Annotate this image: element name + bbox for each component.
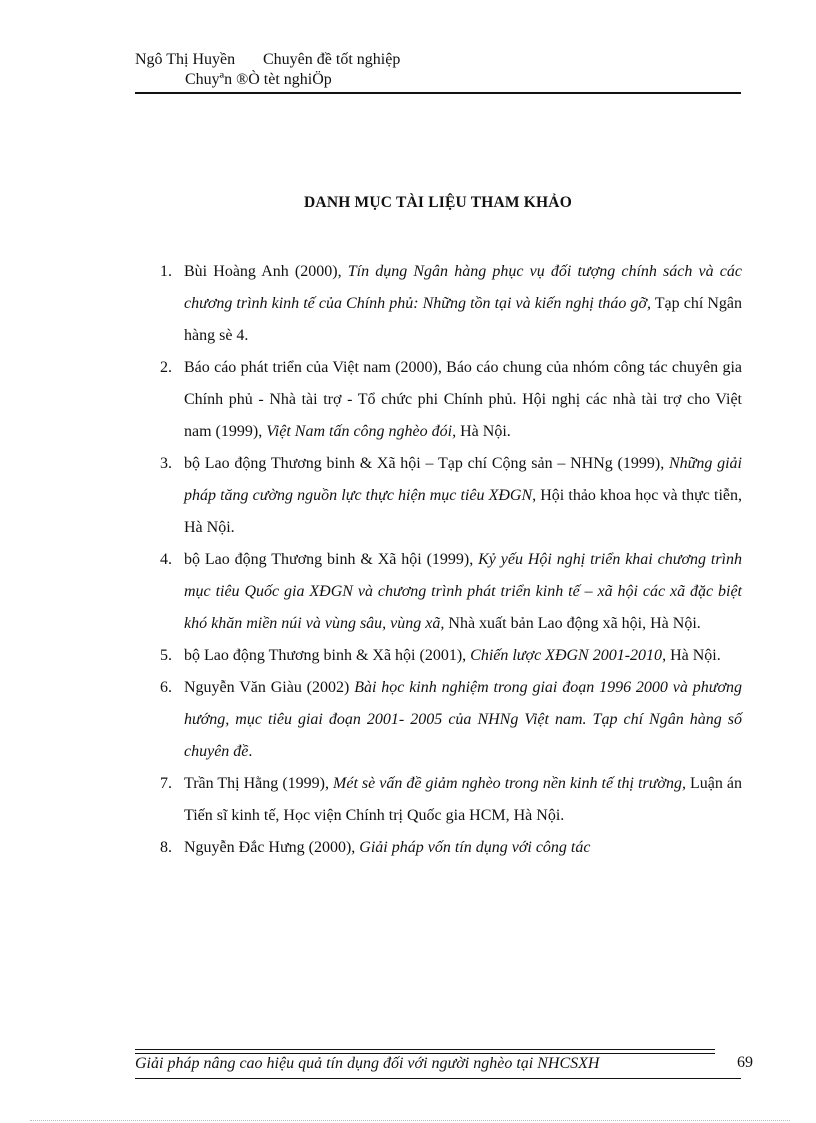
reference-text: , Hà Nội.: [662, 647, 721, 664]
reference-item: [160, 832, 742, 864]
reference-number: 6.: [160, 679, 172, 696]
footer-rule: [135, 1078, 741, 1079]
reference-number: 4.: [160, 551, 172, 568]
reference-text: Trần Thị Hằng (1999),: [184, 775, 334, 792]
reference-italic: Tín dụng Ngân hàng phục vụ đối tượng chính sách và các chương trình kinh tế của Chính phủ: Những tồn tại và kiến nghị tháo gỡ,: [184, 263, 742, 312]
page-header: [135, 50, 741, 90]
reference-number: 2.: [160, 359, 172, 376]
reference-italic: Bài học kinh nghiệm trong giai đoạn 1996 2000 và phương hướng, mục tiêu giai đoạn 2001- 2005 của NHNg Việt nam. Tạp chí Ngân hàng số chuyên đề: [184, 679, 742, 760]
reference-italic: Chiến lược XĐGN 2001-2010: [470, 647, 663, 664]
reference-text: Hà Nội.: [456, 423, 511, 440]
reference-italic: Giải pháp vốn tín dụng với công tác: [359, 839, 591, 856]
reference-number: 3.: [160, 455, 172, 472]
page-edge-dotted-line: [30, 1120, 790, 1121]
reference-text: Luận án Tiến sĩ kinh tế, Học viện Chính trị Quốc gia HCM, Hà Nội.: [184, 775, 743, 824]
reference-text: Nguyễn Văn Giàu (2002): [184, 679, 355, 696]
header-author: Ngô Thị Huyền: [135, 51, 236, 68]
reference-item: [160, 352, 742, 448]
reference-text: .: [248, 743, 253, 760]
page-number: 69: [737, 1054, 753, 1071]
reference-number: 5.: [160, 647, 172, 664]
reference-italic: Những giải pháp tăng cường nguồn lực thực hiện mục tiêu XĐGN: [184, 455, 742, 504]
reference-text: bộ Lao động Thương binh & Xã hội – Tạp chí Cộng sản – NHNg (1999),: [184, 455, 669, 472]
footer-rule: [135, 1053, 715, 1054]
reference-number: 7.: [160, 775, 172, 792]
reference-item: [160, 256, 742, 352]
reference-italic: Kỷ yếu Hội nghị triển khai chương trình mục tiêu Quốc gia XĐGN và chương trình phát triển kinh tế – xã hội các xã đặc biệt khó khăn miền núi và vùng sâu, vùng xã,: [184, 551, 743, 632]
reference-item: [160, 768, 742, 832]
reference-text: Tạp chí Ngân hàng sè 4.: [184, 295, 742, 344]
reference-text: bộ Lao động Thương binh & Xã hội (2001),: [184, 647, 471, 664]
reference-text: Nguyễn Đắc Hưng (2000),: [184, 839, 360, 856]
reference-item: [160, 448, 742, 544]
header-row: [135, 50, 741, 70]
reference-text: , Hội thảo khoa học và thực tiễn, Hà Nội.: [184, 487, 743, 536]
reference-item: [160, 544, 742, 640]
reference-text: Báo cáo phát triển của Việt nam (2000), Báo cáo chung của nhóm công tác chuyên gia Chính phủ - Nhà tài trợ - Tổ chức phi Chính phủ. Hội nghị các nhà tài trợ cho Việt nam (1999),: [184, 359, 742, 440]
reference-text: Nhà xuất bản Lao động xã hội, Hà Nội.: [444, 615, 701, 632]
header-rule: [135, 92, 741, 94]
reference-text: bộ Lao động Thương binh & Xã hội (1999),: [184, 551, 479, 568]
footer-text: Giải pháp nâng cao hiệu quả tín dụng đối với người nghèo tại NHCSXH: [135, 1055, 600, 1072]
header-doc-type-garbled: Chuyªn ®Ò tèt nghiÖp: [185, 71, 332, 88]
footer-rule: [135, 1049, 715, 1050]
reference-text: Bùi Hoàng Anh (2000),: [184, 263, 348, 280]
reference-number: 1.: [160, 263, 172, 280]
reference-number: 8.: [160, 839, 172, 856]
reference-italic: Mét sè vấn đề giảm nghèo trong nền kinh tế thị trường,: [333, 775, 686, 792]
header-doc-type: Chuyên đề tốt nghiệp: [263, 51, 401, 68]
reference-item: [160, 640, 742, 672]
section-title: DANH MỤC TÀI LIỆU THAM KHẢO: [304, 194, 572, 211]
reference-italic: Việt Nam tấn công nghèo đói,: [266, 423, 457, 440]
reference-item: [160, 672, 742, 768]
reference-list: [160, 256, 742, 864]
